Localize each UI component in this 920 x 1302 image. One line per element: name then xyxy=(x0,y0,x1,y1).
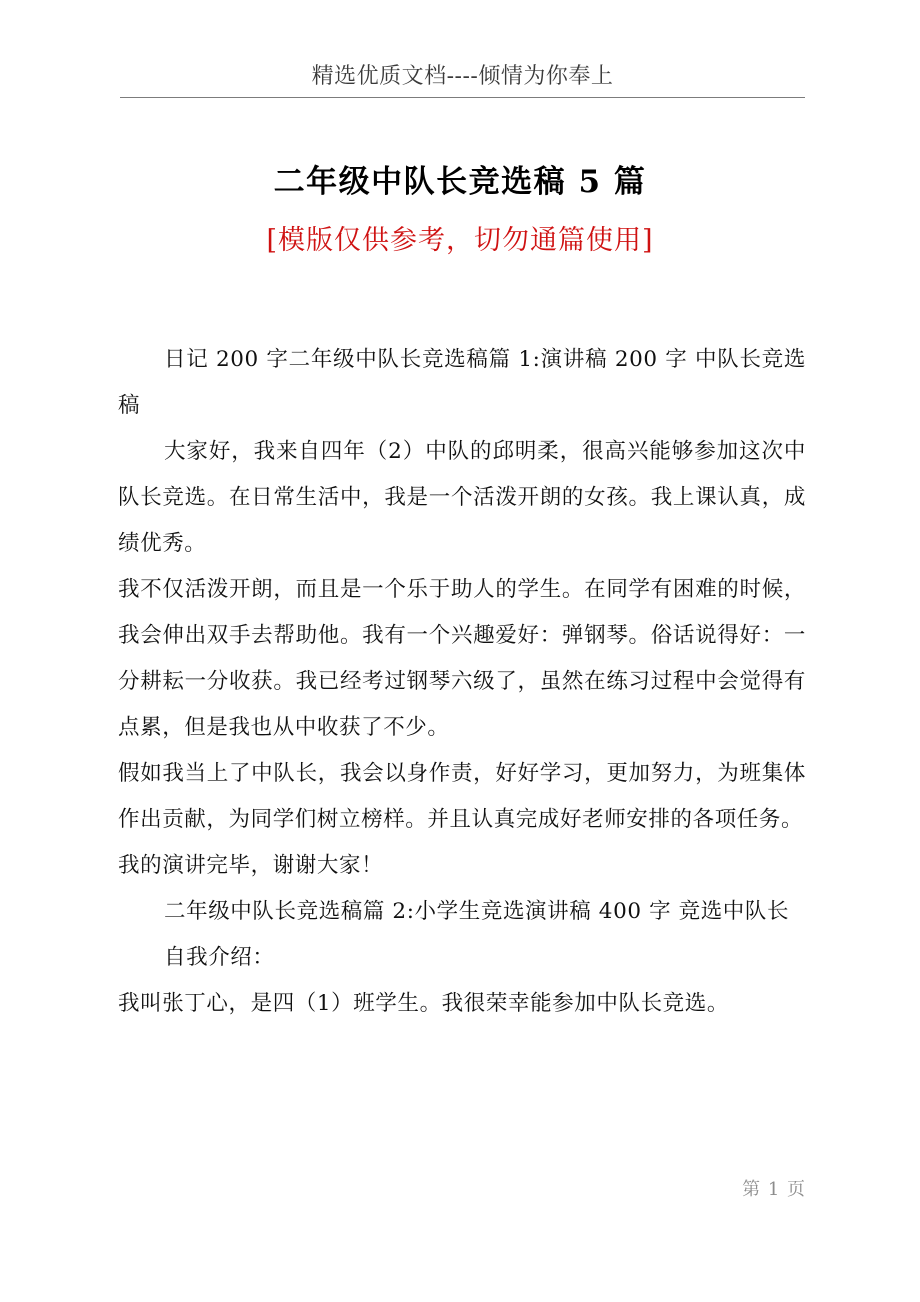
body-paragraph: 二年级中队长竞选稿篇 2:小学生竞选演讲稿 400 字 竞选中队长 xyxy=(164,899,790,924)
body-paragraph: 我叫张丁心，是四（1）班学生。我很荣幸能参加中队长竞选。 xyxy=(118,991,729,1016)
document-subtitle-notice: [模版仅供参考，切勿通篇使用] xyxy=(266,225,654,256)
page-number: 第 1 页 xyxy=(742,1179,806,1200)
body-paragraph: 假如我当上了中队长，我会以身作责，好好学习，更加努力，为班集体作出贡献，为同学们树立榜样。并且认真完成好老师安排的各项任务。 xyxy=(118,761,806,832)
page-header xyxy=(120,62,805,92)
document-title: 二年级中队长竞选稿 5 篇 xyxy=(273,164,647,200)
document-body xyxy=(118,337,806,1027)
page-footer xyxy=(118,1178,806,1202)
header-slogan: 精选优质文档----倾情为你奉上 xyxy=(311,64,614,89)
body-paragraph: 我不仅活泼开朗，而且是一个乐于助人的学生。在同学有困难的时候，我会伸出双手去帮助他。我有一个兴趣爱好：弹钢琴。俗话说得好：一分耕耘一分收获。我已经考过钢琴六级了，虽然在练习过程中会觉得有点累，但是我也从中收获了不少。 xyxy=(118,577,806,740)
body-paragraph: 自我介绍： xyxy=(164,945,275,970)
body-paragraph: 日记 200 字二年级中队长竞选稿篇 1:演讲稿 200 字 中队长竞选稿 xyxy=(118,347,806,418)
body-paragraph: 大家好，我来自四年（2）中队的邱明柔，很高兴能够参加这次中队长竞选。在日常生活中，我是一个活泼开朗的女孩。我上课认真，成绩优秀。 xyxy=(118,439,806,556)
header-divider xyxy=(120,97,805,98)
title-block xyxy=(60,160,860,260)
body-paragraph: 我的演讲完毕，谢谢大家！ xyxy=(118,853,384,878)
